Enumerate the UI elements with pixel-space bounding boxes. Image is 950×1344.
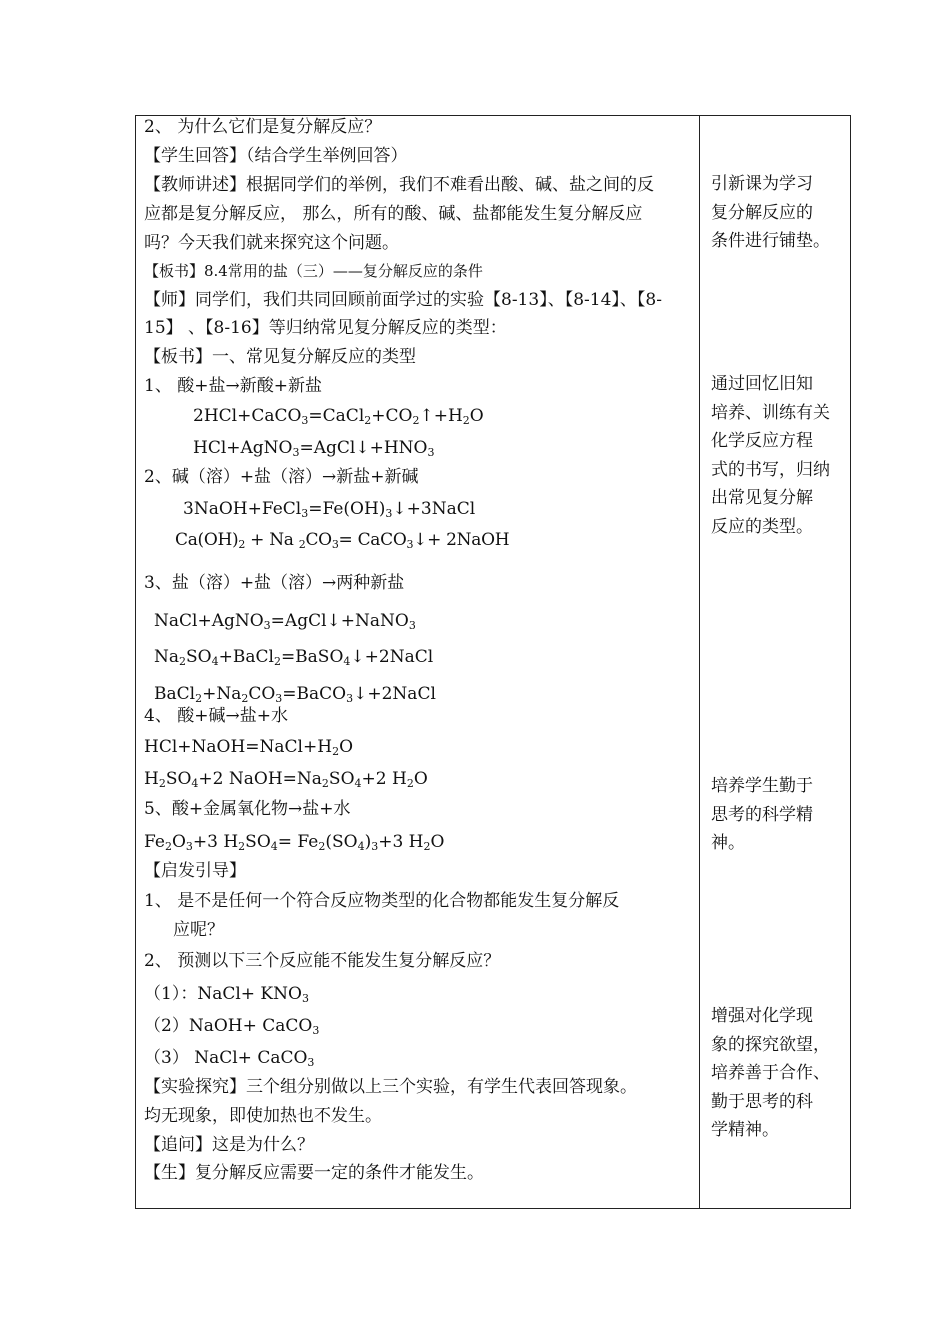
- equation: （3） NaCl+ CaCO$_3$: [144, 1048, 315, 1069]
- text-line: 2、 为什么它们是复分解反应？: [144, 117, 382, 137]
- text-line: 应都是复分解反应， 那么，所有的酸、碱、盐都能发生复分解反应: [144, 204, 643, 224]
- text-line: 15】 、【8-16】等归纳常见复分解反应的类型：: [144, 318, 507, 338]
- equation: $HCl+NaOH=NaCl+H_2O$: [144, 737, 353, 758]
- equation: $HCl+AgNO_3=AgCl↓+HNO_3$: [193, 438, 435, 459]
- design-note: 通过回忆旧知 培养、训练有关 化学反应方程 式的书写，归纳 出常见复分解 反应的类型。: [711, 374, 830, 537]
- text-line: 【学生回答】（结合学生举例回答）: [144, 146, 408, 166]
- equation: $H_2SO_4+2$ $NaOH=Na_2SO_4+2$ $H_2O$: [144, 769, 428, 790]
- text-line: 应呢？: [173, 920, 224, 940]
- design-note: 增强对化学现 象的探究欲望， 培养善于合作、 勤于思考的科 学精神。: [711, 1006, 830, 1141]
- text-line: 【实验探究】三个组分别做以上三个实验，有学生代表回答现象。: [144, 1077, 637, 1097]
- equation: $Ca(OH)_2 + Na$ $_2CO_3=$ CaCO$_3$↓+ 2NaOH: [175, 530, 510, 551]
- text-line: 【板书】一、常见复分解反应的类型: [144, 347, 416, 367]
- equation: $3NaOH+FeCl_3=Fe(OH)_3↓+3NaCl$: [183, 499, 476, 520]
- text-line: 1、 是不是任何一个符合反应物类型的化合物都能发生复分解反: [144, 891, 620, 911]
- text-line: 1、 酸+盐→新酸+新盐: [144, 376, 322, 396]
- text-line: 【教师讲述】根据同学们的举例，我们不难看出酸、碱、盐之间的反: [144, 175, 654, 195]
- text-line: 均无现象，即使加热也不发生。: [144, 1106, 382, 1126]
- design-note: 引新课为学习 复分解反应的 条件进行铺垫。: [711, 174, 830, 252]
- design-note: 培养学生勤于 思考的科学精 神。: [711, 776, 813, 854]
- column-divider: [699, 115, 700, 1209]
- text-line: 4、 酸+碱→盐+水: [144, 706, 288, 726]
- text-line: 【启发引导】: [144, 861, 246, 881]
- text-line: 5、酸+金属氧化物→盐+水: [144, 799, 351, 819]
- text-line: 2、 预测以下三个反应能不能发生复分解反应？: [144, 951, 501, 971]
- text-line: 2、碱（溶）+盐（溶）→新盐+新碱: [144, 467, 419, 487]
- text-line: 【追问】这是为什么？: [144, 1135, 314, 1155]
- equation: （1）：NaCl+ $KNO_3$: [144, 984, 309, 1005]
- text-line: 吗？今天我们就来探究这个问题。: [144, 233, 399, 253]
- equation: NaCl+AgNO$_3$=AgCl↓+NaNO$_3$: [154, 611, 416, 632]
- text-line: 【生】复分解反应需要一定的条件才能发生。: [144, 1163, 484, 1183]
- equation: （2）NaOH+ CaCO$_3$: [144, 1016, 320, 1037]
- text-line: 【板书】8.4常用的盐（三）——复分解反应的条件: [144, 262, 483, 280]
- equation: $Na_2SO_4+BaCl_2=BaSO_4↓+2NaCl$: [154, 647, 434, 668]
- text-line: 【师】同学们，我们共同回顾前面学过的实验【8-13】、【8-14】、【8-: [144, 290, 662, 310]
- equation: $Fe_2O_3+3$ $H_2SO_4= Fe_2(SO_4)_3+3$ $H_2O$: [144, 832, 445, 853]
- text-line: 3、盐（溶）+盐（溶）→两种新盐: [144, 573, 405, 593]
- equation: $2HCl+CaCO_3=CaCl_2+CO_2↑+H_2O$: [193, 406, 484, 427]
- equation: $BaCl_2+Na_2CO_3=BaCO_3↓+2NaCl$: [154, 684, 436, 705]
